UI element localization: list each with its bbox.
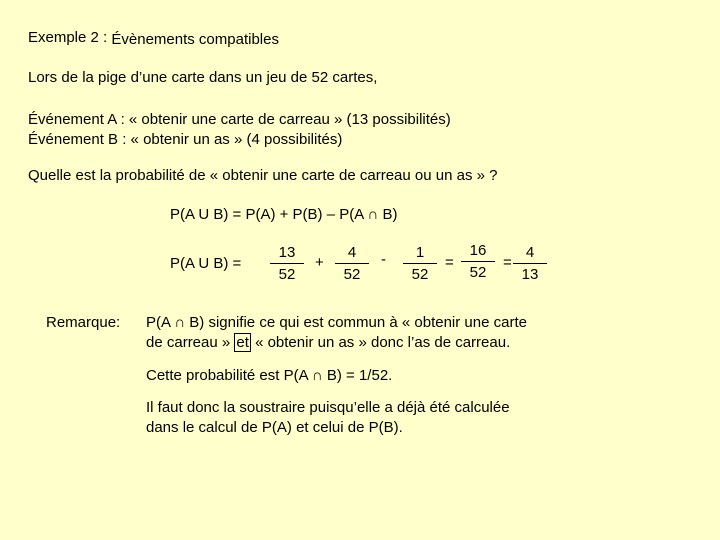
fraction-2-den: 52 bbox=[343, 266, 361, 283]
fraction-4-num: 16 bbox=[469, 242, 487, 259]
fraction-3-den: 52 bbox=[411, 266, 429, 283]
example-topic: Évènements compatibles bbox=[111, 31, 279, 48]
fraction-5-bar bbox=[513, 263, 547, 264]
fraction-2 bbox=[335, 244, 369, 283]
remark-label: Remarque: bbox=[46, 314, 121, 331]
fraction-2-num: 4 bbox=[347, 244, 357, 261]
intro-text: Lors de la pige d’une carte dans un jeu de 52 cartes, bbox=[28, 69, 378, 86]
question: Quelle est la probabilité de « obtenir une carte de carreau ou un as » ? bbox=[28, 167, 498, 184]
example-prefix: Exemple 2 : bbox=[28, 29, 112, 46]
remark-line-2-start: de carreau » bbox=[146, 334, 235, 351]
minus-operator: - bbox=[381, 251, 386, 268]
equals-operator-2: = bbox=[503, 254, 512, 271]
event-a: Événement A : « obtenir une carte de carreau » (13 possibilités) bbox=[28, 111, 451, 128]
note-line-2: dans le calcul de P(A) et celui de P(B). bbox=[146, 419, 403, 436]
fraction-4-den: 52 bbox=[469, 264, 487, 281]
highlighted-et: et bbox=[236, 334, 249, 351]
event-b: Événement B : « obtenir un as » (4 possibilités) bbox=[28, 131, 343, 148]
remark-line-2-end: « obtenir un as » donc l’as de carreau. bbox=[250, 334, 511, 351]
note-line-1: Il faut donc la soustraire puisqu’elle a déjà été calculée bbox=[146, 399, 510, 416]
fraction-5-num: 4 bbox=[525, 244, 535, 261]
union-formula: P(A U B) = P(A) + P(B) – P(A ∩ B) bbox=[170, 206, 398, 223]
fraction-2-bar bbox=[335, 263, 369, 264]
fraction-5 bbox=[513, 244, 547, 283]
fraction-3-num: 1 bbox=[415, 244, 425, 261]
intersection-probability: Cette probabilité est P(A ∩ B) = 1/52. bbox=[146, 367, 393, 384]
fraction-4 bbox=[461, 242, 495, 281]
equals-operator-1: = bbox=[445, 254, 454, 271]
fraction-1-den: 52 bbox=[278, 266, 296, 283]
remark-line-2 bbox=[146, 334, 510, 352]
remark-line-1: P(A ∩ B) signifie ce qui est commun à « obtenir une carte bbox=[146, 314, 527, 331]
fraction-3-bar bbox=[403, 263, 437, 264]
example-title bbox=[28, 29, 279, 47]
fraction-1-num: 13 bbox=[278, 244, 296, 261]
fraction-3 bbox=[403, 244, 437, 283]
fraction-1 bbox=[270, 244, 304, 283]
calc-lhs: P(A U B) = bbox=[170, 255, 242, 272]
fraction-1-bar bbox=[270, 263, 304, 264]
fraction-4-bar bbox=[461, 261, 495, 262]
fraction-5-den: 13 bbox=[521, 266, 539, 283]
plus-operator: + bbox=[315, 254, 324, 271]
